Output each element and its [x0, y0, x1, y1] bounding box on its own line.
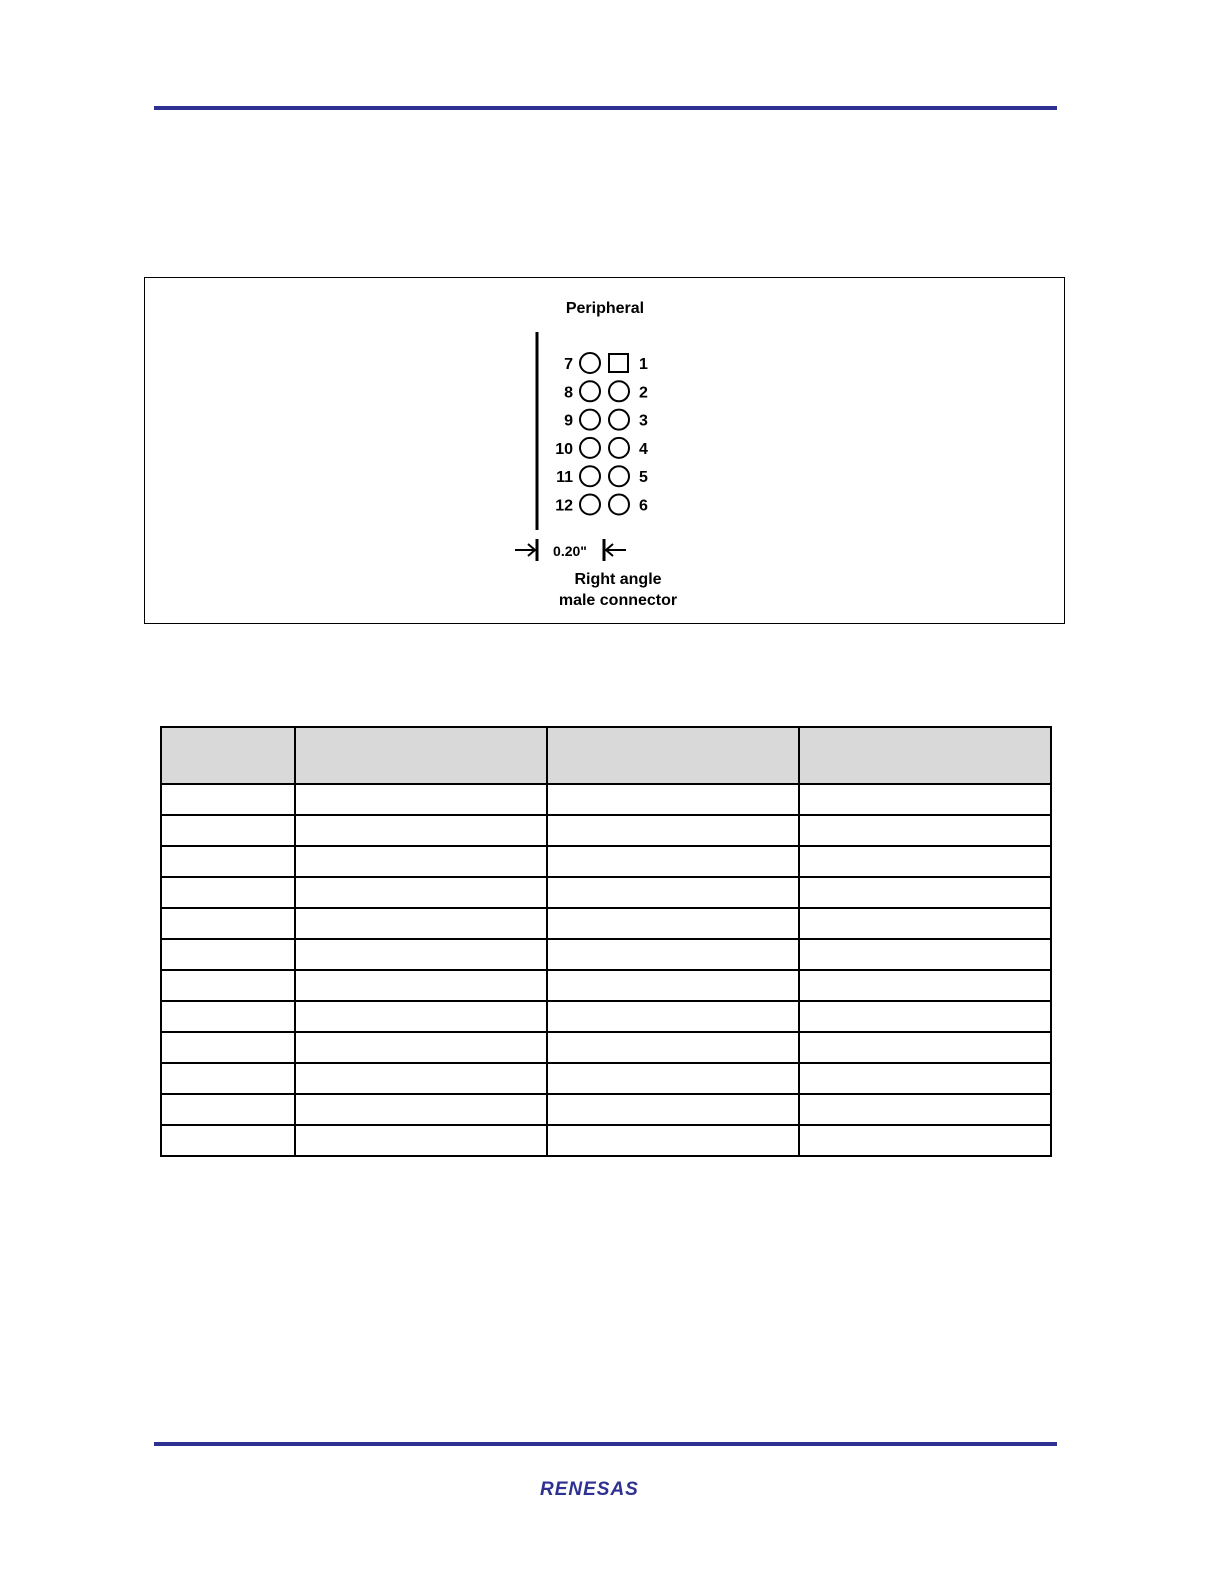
table-cell	[799, 1125, 1051, 1156]
table-row	[161, 970, 1051, 1001]
dimension-right-arrow	[604, 539, 626, 561]
table-cell	[161, 1094, 295, 1125]
pin-label-left: 11	[556, 469, 573, 487]
logo-text: RENESAS	[540, 1479, 639, 1500]
pin-group	[555, 353, 648, 515]
pin-circle	[580, 438, 600, 458]
table-row	[161, 1032, 1051, 1063]
table-row	[161, 877, 1051, 908]
pin-1-square	[609, 354, 628, 372]
table-cell	[295, 846, 547, 877]
pin-label-right: 1	[639, 356, 648, 373]
pin-label-right: 2	[639, 384, 648, 402]
caption-line-1: Right angle	[574, 571, 662, 588]
renesas-logo	[538, 1473, 670, 1503]
footer-rule	[154, 1442, 1057, 1446]
table-cell	[547, 1125, 799, 1156]
pin-circle	[580, 495, 600, 515]
pin-label-right: 5	[639, 469, 648, 487]
table-header-cell	[799, 727, 1051, 784]
table-header-cell	[161, 727, 295, 784]
table-header-cell	[547, 727, 799, 784]
pin-table	[160, 726, 1052, 1157]
table-cell	[799, 877, 1051, 908]
table-cell	[799, 908, 1051, 939]
connector-figure	[144, 277, 1065, 624]
connector-diagram	[145, 278, 1066, 625]
dimension-label: 0.20"	[553, 543, 587, 559]
table-row	[161, 1001, 1051, 1032]
pin-table-body	[161, 784, 1051, 1156]
table-cell	[161, 939, 295, 970]
pin-label-left: 12	[555, 497, 573, 515]
pin-table-header	[161, 727, 1051, 784]
pin-label-right: 4	[639, 440, 648, 458]
pin-circle	[609, 410, 629, 430]
table-cell	[547, 970, 799, 1001]
table-cell	[295, 877, 547, 908]
table-cell	[547, 939, 799, 970]
table-cell	[295, 1063, 547, 1094]
pin-label-right: 6	[639, 497, 648, 515]
table-cell	[547, 1094, 799, 1125]
table-cell	[547, 1063, 799, 1094]
table-cell	[161, 1001, 295, 1032]
table-header-cell	[295, 727, 547, 784]
table-cell	[547, 908, 799, 939]
dimension-left-arrow	[515, 539, 537, 561]
pin-circle	[580, 466, 600, 486]
table-cell	[799, 1001, 1051, 1032]
table-row	[161, 908, 1051, 939]
table-cell	[799, 846, 1051, 877]
table-cell	[295, 815, 547, 846]
table-cell	[161, 877, 295, 908]
table-cell	[295, 908, 547, 939]
table-row	[161, 939, 1051, 970]
pin-circle	[580, 353, 600, 373]
pin-circle	[580, 381, 600, 401]
table-cell	[799, 939, 1051, 970]
table-cell	[295, 970, 547, 1001]
pin-label-left: 10	[555, 440, 573, 458]
table-cell	[799, 784, 1051, 815]
table-cell	[547, 1032, 799, 1063]
table-cell	[161, 908, 295, 939]
pin-circle	[609, 466, 629, 486]
header-rule	[154, 106, 1057, 110]
table-row	[161, 1125, 1051, 1156]
pin-label-left: 8	[564, 384, 573, 402]
table-cell	[161, 1125, 295, 1156]
table-cell	[799, 970, 1051, 1001]
table-cell	[547, 877, 799, 908]
table-cell	[547, 846, 799, 877]
caption-line-2: male connector	[558, 592, 678, 609]
table-cell	[161, 815, 295, 846]
table-cell	[799, 815, 1051, 846]
table-cell	[295, 939, 547, 970]
table-cell	[799, 1094, 1051, 1125]
pin-label-left: 9	[564, 412, 573, 430]
table-cell	[295, 1125, 547, 1156]
table-cell	[547, 815, 799, 846]
table-cell	[295, 1032, 547, 1063]
table-cell	[161, 1032, 295, 1063]
table-cell	[295, 1094, 547, 1125]
table-row	[161, 815, 1051, 846]
pin-label-right: 3	[639, 412, 648, 430]
pin-circle	[609, 495, 629, 515]
table-cell	[161, 846, 295, 877]
table-cell	[161, 1063, 295, 1094]
table-row	[161, 846, 1051, 877]
table-row	[161, 1063, 1051, 1094]
pin-circle	[609, 381, 629, 401]
table-cell	[295, 784, 547, 815]
table-row	[161, 784, 1051, 815]
pin-circle	[609, 438, 629, 458]
table-cell	[799, 1063, 1051, 1094]
table-header-row	[161, 727, 1051, 784]
table-cell	[295, 1001, 547, 1032]
table-cell	[161, 970, 295, 1001]
figure-title: Peripheral	[565, 300, 645, 317]
table-row	[161, 1094, 1051, 1125]
table-cell	[547, 784, 799, 815]
table-cell	[799, 1032, 1051, 1063]
pin-circle	[580, 410, 600, 430]
pin-label-left: 7	[564, 356, 573, 373]
table-cell	[547, 1001, 799, 1032]
table-cell	[161, 784, 295, 815]
renesas-logo-mark	[538, 1473, 670, 1503]
